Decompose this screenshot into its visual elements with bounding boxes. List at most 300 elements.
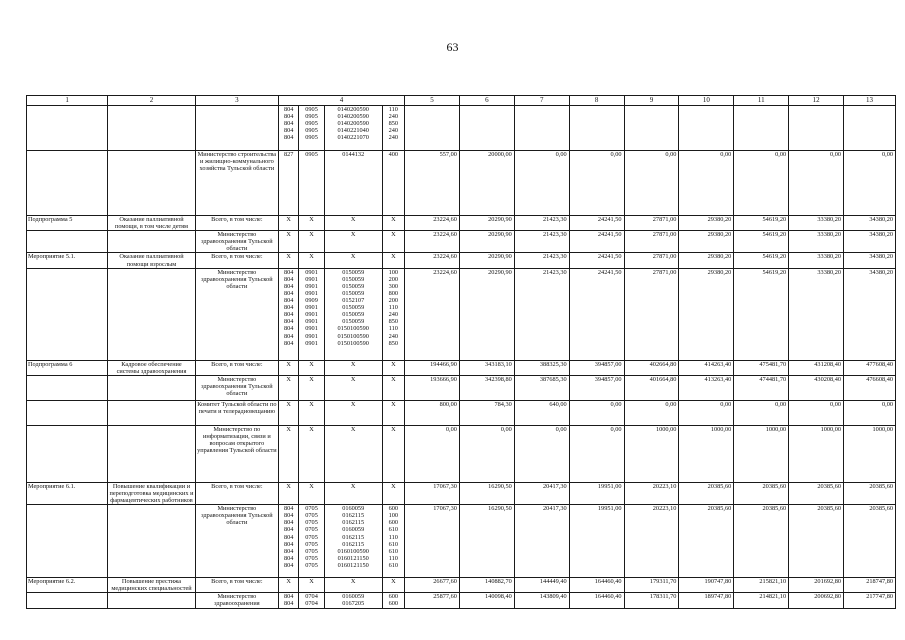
section-code-cell <box>299 593 324 608</box>
amount-cell: 0,00 <box>679 151 734 216</box>
amount-cell: 0,00 <box>844 400 896 425</box>
amount-cell: 214821,10 <box>734 593 789 608</box>
section-code-cell <box>299 253 324 268</box>
amount-cell: 394857,00 <box>569 375 624 400</box>
amount-cell: 0,00 <box>569 425 624 482</box>
responsible-cell <box>195 400 278 425</box>
responsible-cell <box>195 593 278 608</box>
amount-cell <box>734 106 789 151</box>
amount-cell: 640,00 <box>514 400 569 425</box>
amount-cell: 54619,20 <box>734 231 789 253</box>
amount-cell: 164460,40 <box>569 593 624 608</box>
amount-cell: 23224,60 <box>405 216 460 231</box>
target-code-cell-text: X <box>350 425 356 433</box>
table-row <box>27 151 896 216</box>
program-cell <box>27 231 108 253</box>
expense-type-cell <box>382 253 404 268</box>
grbs-code-cell-text: X <box>286 400 291 408</box>
target-code-cell-text: X <box>350 375 356 383</box>
amount-cell: 24241,50 <box>569 216 624 231</box>
amount-cell: 21423,30 <box>514 216 569 231</box>
description-cell <box>108 216 195 231</box>
amount-cell: 23224,60 <box>405 253 460 268</box>
description-cell <box>108 505 195 578</box>
section-code-cell <box>299 231 324 253</box>
amount-cell: 17067,30 <box>405 482 460 504</box>
amount-cell <box>569 106 624 151</box>
amount-cell: 387685,30 <box>514 375 569 400</box>
section-code-cell <box>299 375 324 400</box>
description-cell <box>108 482 195 504</box>
section-code-cell-text: 0905 0905 0905 0905 0905 <box>305 106 318 142</box>
amount-cell: 0,00 <box>844 151 896 216</box>
amount-cell: 144449,40 <box>514 578 569 593</box>
amount-cell: 21423,30 <box>514 268 569 360</box>
amount-cell: 54619,20 <box>734 268 789 360</box>
grbs-code-cell-text: 804 804 804 804 804 <box>283 106 294 142</box>
grbs-code-cell <box>279 505 299 578</box>
header-cell: 9 <box>624 96 679 106</box>
amount-cell: 140098,40 <box>459 593 514 608</box>
responsible-cell <box>195 360 278 375</box>
responsible-cell <box>195 231 278 253</box>
amount-cell: 201692,80 <box>789 578 844 593</box>
target-code-cell <box>324 578 382 593</box>
amount-cell: 1000,00 <box>844 425 896 482</box>
amount-cell: 388325,30 <box>514 360 569 375</box>
amount-cell: 27871,00 <box>624 216 679 231</box>
amount-cell: 0,00 <box>624 400 679 425</box>
section-code-cell-text: X <box>309 231 314 239</box>
program-cell <box>27 253 108 268</box>
amount-cell: 0,00 <box>789 151 844 216</box>
amount-cell: 193666,90 <box>405 375 460 400</box>
program-cell <box>27 400 108 425</box>
target-code-cell <box>324 425 382 482</box>
program-cell <box>27 106 108 151</box>
expense-type-cell <box>382 106 404 151</box>
program-cell <box>27 375 108 400</box>
section-code-cell <box>299 482 324 504</box>
amount-cell: 0,00 <box>569 400 624 425</box>
amount-cell: 20290,90 <box>459 253 514 268</box>
amount-cell: 200692,80 <box>789 593 844 608</box>
amount-cell: 20385,60 <box>734 505 789 578</box>
target-code-cell <box>324 482 382 504</box>
description-cell <box>108 106 195 151</box>
responsible-cell <box>195 375 278 400</box>
section-code-cell <box>299 106 324 151</box>
header-cell: 5 <box>405 96 460 106</box>
amount-cell: 414263,40 <box>679 360 734 375</box>
target-code-cell-text: X <box>350 400 356 408</box>
responsible-cell-text: Министерство здравоохранения Тульской области <box>201 375 273 398</box>
grbs-code-cell <box>279 216 299 231</box>
amount-cell: 29380,20 <box>679 268 734 360</box>
expense-type-cell <box>382 231 404 253</box>
grbs-code-cell <box>279 253 299 268</box>
amount-cell <box>789 106 844 151</box>
amount-cell: 21423,30 <box>514 231 569 253</box>
amount-cell: 20290,90 <box>459 216 514 231</box>
amount-cell: 557,00 <box>405 151 460 216</box>
target-code-cell-text: 0160059 0162115 0162115 0160059 0162115 0162115 0160100590 0160121150 0160121150 <box>337 505 369 569</box>
amount-cell <box>514 106 569 151</box>
amount-cell: 20290,90 <box>459 231 514 253</box>
header-cell: 2 <box>108 96 195 106</box>
responsible-cell-text: Комитет Тульской области по печати и телерадиовещанию <box>197 400 277 415</box>
expense-type-cell <box>382 425 404 482</box>
amount-cell: 0,00 <box>789 400 844 425</box>
description-cell-text: Повышение престижа медицинских специальностей <box>111 578 192 593</box>
amount-cell: 29380,20 <box>679 253 734 268</box>
grbs-code-cell-text: X <box>286 253 291 261</box>
amount-cell: 1000,00 <box>624 425 679 482</box>
header-cell: 6 <box>459 96 514 106</box>
page-number: 63 <box>446 40 459 54</box>
section-code-cell-text: X <box>309 216 314 223</box>
responsible-cell-text: Всего, в том числе: <box>211 578 263 586</box>
target-code-cell <box>324 400 382 425</box>
grbs-code-cell <box>279 268 299 360</box>
amount-cell: 19951,00 <box>569 482 624 504</box>
amount-cell: 34380,20 <box>844 268 896 360</box>
responsible-cell-text: Всего, в том числе: <box>211 360 263 368</box>
amount-cell: 27871,00 <box>624 231 679 253</box>
expense-type-cell <box>382 375 404 400</box>
grbs-code-cell <box>279 106 299 151</box>
program-cell-text: Подпрограмма 6 <box>28 360 73 368</box>
amount-cell: 1000,00 <box>734 425 789 482</box>
target-code-cell <box>324 216 382 231</box>
section-code-cell-text: X <box>309 375 314 383</box>
grbs-code-cell-text: X <box>286 578 291 586</box>
amount-cell: 179311,70 <box>624 578 679 593</box>
target-code-cell-text: X <box>350 360 356 368</box>
amount-cell: 33380,20 <box>789 253 844 268</box>
section-code-cell-text: 0704 0704 <box>305 593 318 608</box>
grbs-code-cell <box>279 231 299 253</box>
expense-type-cell-text: 400 <box>388 151 399 158</box>
section-code-cell-text: X <box>309 578 314 586</box>
target-code-cell-text: X <box>350 216 356 223</box>
grbs-code-cell-text: 804 804 804 804 804 804 804 804 804 <box>283 505 294 569</box>
responsible-cell-text: Министерство здравоохранения <box>214 593 260 608</box>
amount-cell: 218747,80 <box>844 578 896 593</box>
amount-cell: 34380,20 <box>844 216 896 231</box>
amount-cell: 164460,40 <box>569 578 624 593</box>
header-cell: 8 <box>569 96 624 106</box>
amount-cell: 475481,70 <box>734 360 789 375</box>
amount-cell: 0,00 <box>514 425 569 482</box>
section-code-cell <box>299 505 324 578</box>
header-cell: 3 <box>195 96 278 106</box>
section-code-cell <box>299 400 324 425</box>
expense-type-cell-text: 600 100 600 610 110 610 610 110 610 <box>388 505 399 569</box>
amount-cell: 189747,80 <box>679 593 734 608</box>
description-cell-text: Оказание паллиативной помощи, в том числе детям <box>114 216 189 231</box>
grbs-code-cell-text: X <box>286 375 291 383</box>
section-code-cell <box>299 578 324 593</box>
expense-type-cell-text: 600 600 <box>388 593 399 608</box>
amount-cell: 0,00 <box>405 425 460 482</box>
amount-cell: 217747,80 <box>844 593 896 608</box>
grbs-code-cell-text: X <box>286 216 291 223</box>
amount-cell: 19951,00 <box>569 505 624 578</box>
amount-cell: 25877,60 <box>405 593 460 608</box>
program-cell <box>27 151 108 216</box>
amount-cell: 20290,90 <box>459 268 514 360</box>
amount-cell: 54619,20 <box>734 253 789 268</box>
expense-type-cell <box>382 482 404 504</box>
section-code-cell-text: X <box>309 360 314 368</box>
table-row <box>27 482 896 504</box>
table-row <box>27 106 896 151</box>
target-code-cell <box>324 151 382 216</box>
expense-type-cell <box>382 360 404 375</box>
program-cell <box>27 360 108 375</box>
target-code-cell <box>324 253 382 268</box>
amount-cell <box>624 106 679 151</box>
grbs-code-cell <box>279 375 299 400</box>
target-code-cell-text: 0140200590 0140200590 0140200590 0140221040 0140221070 <box>337 106 369 142</box>
amount-cell: 0,00 <box>679 400 734 425</box>
amount-cell <box>459 106 514 151</box>
amount-cell: 20385,60 <box>844 505 896 578</box>
target-code-cell-text: X <box>350 253 356 261</box>
amount-cell: 401664,80 <box>624 375 679 400</box>
responsible-cell-text: Всего, в том числе: <box>211 253 263 261</box>
target-code-cell <box>324 106 382 151</box>
amount-cell: 16290,50 <box>459 482 514 504</box>
amount-cell: 0,00 <box>624 151 679 216</box>
expense-type-cell-text: 100 200 300 800 200 110 240 850 110 240 850 <box>388 268 399 347</box>
amount-cell <box>679 106 734 151</box>
grbs-code-cell <box>279 360 299 375</box>
section-code-cell <box>299 360 324 375</box>
amount-cell: 24241,50 <box>569 231 624 253</box>
target-code-cell <box>324 360 382 375</box>
amount-cell: 16290,50 <box>459 505 514 578</box>
amount-cell: 29380,20 <box>679 216 734 231</box>
amount-cell: 394857,00 <box>569 360 624 375</box>
responsible-cell-text: Министерство здравоохранения Тульской области <box>201 231 273 253</box>
amount-cell: 33380,20 <box>789 268 844 360</box>
grbs-code-cell <box>279 578 299 593</box>
responsible-cell-text: Всего, в том числе: <box>211 482 263 490</box>
target-code-cell <box>324 505 382 578</box>
amount-cell: 413263,40 <box>679 375 734 400</box>
table-row <box>27 360 896 375</box>
amount-cell: 20223,10 <box>624 505 679 578</box>
program-cell <box>27 482 108 504</box>
grbs-code-cell-text: 827 <box>283 151 294 158</box>
grbs-code-cell <box>279 593 299 608</box>
program-cell <box>27 425 108 482</box>
program-cell <box>27 216 108 231</box>
amount-cell: 20417,30 <box>514 482 569 504</box>
expense-type-cell <box>382 578 404 593</box>
description-cell <box>108 375 195 400</box>
amount-cell: 0,00 <box>569 151 624 216</box>
description-cell <box>108 578 195 593</box>
program-cell <box>27 593 108 608</box>
expense-type-cell <box>382 400 404 425</box>
expense-type-cell-text: X <box>391 231 396 239</box>
description-cell-text: Повышение квалификации и переподготовка медицинских и фармацевтических работников <box>109 482 194 505</box>
header-cell: 1 <box>27 96 108 106</box>
amount-cell: 178311,70 <box>624 593 679 608</box>
expense-type-cell <box>382 268 404 360</box>
responsible-cell <box>195 151 278 216</box>
amount-cell: 431208,40 <box>789 360 844 375</box>
grbs-code-cell <box>279 151 299 216</box>
section-code-cell-text: X <box>309 425 314 433</box>
amount-cell: 477608,40 <box>844 360 896 375</box>
expense-type-cell <box>382 216 404 231</box>
table-row <box>27 505 896 578</box>
target-code-cell <box>324 593 382 608</box>
section-code-cell-text: X <box>309 400 314 408</box>
responsible-cell <box>195 216 278 231</box>
amount-cell: 20385,60 <box>844 482 896 504</box>
header-cell: 13 <box>844 96 896 106</box>
expense-type-cell <box>382 593 404 608</box>
section-code-cell-text: 0901 0901 0901 0901 0909 0901 0901 0901 0901 0901 0901 <box>305 268 318 347</box>
expense-type-cell-text: X <box>391 216 396 223</box>
expense-type-cell-text: X <box>391 400 396 408</box>
budget-table <box>26 95 896 609</box>
amount-cell: 24241,50 <box>569 268 624 360</box>
program-cell-text: Мероприятие 6.1. <box>28 482 76 490</box>
table-row <box>27 268 896 360</box>
description-cell <box>108 231 195 253</box>
grbs-code-cell-text: 804 804 <box>283 593 294 608</box>
header-cell: 11 <box>734 96 789 106</box>
amount-cell: 33380,20 <box>789 216 844 231</box>
table-row <box>27 231 896 253</box>
responsible-cell <box>195 578 278 593</box>
amount-cell: 800,00 <box>405 400 460 425</box>
amount-cell: 21423,30 <box>514 253 569 268</box>
amount-cell: 0,00 <box>514 151 569 216</box>
grbs-code-cell-text: X <box>286 482 291 490</box>
expense-type-cell-text: X <box>391 482 396 490</box>
target-code-cell-text: X <box>350 231 356 239</box>
responsible-cell-text: Всего, в том числе: <box>211 216 263 223</box>
amount-cell: 784,30 <box>459 400 514 425</box>
header-row <box>27 96 896 106</box>
amount-cell: 33380,20 <box>789 231 844 253</box>
responsible-cell-text: Министерство строительства и жилищно-коммунального хозяйства Тульской области <box>197 151 277 173</box>
description-cell-text: Кадровое обеспечение системы здравоохранения <box>116 360 187 375</box>
section-code-cell <box>299 425 324 482</box>
amount-cell: 402664,80 <box>624 360 679 375</box>
expense-type-cell-text: X <box>391 253 396 261</box>
program-cell <box>27 578 108 593</box>
amount-cell: 215821,10 <box>734 578 789 593</box>
responsible-cell-text: Министерство здравоохранения Тульской области <box>201 268 273 290</box>
section-code-cell-text: 0905 <box>305 151 318 158</box>
amount-cell: 54619,20 <box>734 216 789 231</box>
amount-cell: 20385,60 <box>679 482 734 504</box>
amount-cell: 23224,60 <box>405 231 460 253</box>
amount-cell: 27871,00 <box>624 268 679 360</box>
amount-cell: 23224,60 <box>405 268 460 360</box>
program-cell <box>27 505 108 578</box>
table-row <box>27 375 896 400</box>
target-code-cell-text: 0150059 0150059 0150059 0150059 0152107 0150059 0150059 0150059 0150100590 0150100590 0150100590 <box>337 268 369 347</box>
responsible-cell <box>195 106 278 151</box>
table-row <box>27 593 896 608</box>
amount-cell: 1000,00 <box>679 425 734 482</box>
responsible-cell <box>195 505 278 578</box>
program-cell-text: Подпрограмма 5 <box>28 216 73 223</box>
target-code-cell <box>324 268 382 360</box>
amount-cell: 0,00 <box>734 400 789 425</box>
table-row <box>27 425 896 482</box>
description-cell <box>108 400 195 425</box>
amount-cell: 1000,00 <box>789 425 844 482</box>
amount-cell: 34380,20 <box>844 231 896 253</box>
amount-cell: 20385,60 <box>734 482 789 504</box>
target-code-cell-text: X <box>350 482 356 490</box>
responsible-cell <box>195 268 278 360</box>
expense-type-cell-text: X <box>391 425 396 433</box>
amount-cell: 474481,70 <box>734 375 789 400</box>
amount-cell: 0,00 <box>459 425 514 482</box>
section-code-cell-text: X <box>309 253 314 261</box>
description-cell <box>108 425 195 482</box>
amount-cell: 190747,80 <box>679 578 734 593</box>
header-cell: 4 <box>279 96 405 106</box>
section-code-cell-text: 0705 0705 0705 0705 0705 0705 0705 0705 0705 <box>305 505 318 569</box>
amount-cell <box>844 106 896 151</box>
expense-type-cell-text: X <box>391 360 396 368</box>
grbs-code-cell <box>279 482 299 504</box>
amount-cell: 34380,20 <box>844 253 896 268</box>
amount-cell: 20385,60 <box>789 505 844 578</box>
amount-cell: 24241,50 <box>569 253 624 268</box>
section-code-cell <box>299 216 324 231</box>
section-code-cell <box>299 151 324 216</box>
header-cell: 10 <box>679 96 734 106</box>
grbs-code-cell-text: X <box>286 231 291 239</box>
responsible-cell <box>195 253 278 268</box>
section-code-cell-text: X <box>309 482 314 490</box>
expense-type-cell-text: X <box>391 578 396 586</box>
amount-cell: 20417,30 <box>514 505 569 578</box>
amount-cell: 17067,30 <box>405 505 460 578</box>
header-cell: 12 <box>789 96 844 106</box>
amount-cell: 476608,40 <box>844 375 896 400</box>
header-cell: 7 <box>514 96 569 106</box>
amount-cell: 20223,10 <box>624 482 679 504</box>
target-code-cell <box>324 231 382 253</box>
expense-type-cell <box>382 505 404 578</box>
program-cell <box>27 268 108 360</box>
amount-cell: 143809,40 <box>514 593 569 608</box>
grbs-code-cell-text: X <box>286 360 291 368</box>
amount-cell: 0,00 <box>734 151 789 216</box>
responsible-cell-text: Министерство по информатизации, связи и вопросам открытого управления Тульской области <box>197 425 277 455</box>
table-row <box>27 400 896 425</box>
amount-cell: 140882,70 <box>459 578 514 593</box>
target-code-cell-text: 0160059 0167205 <box>342 593 365 608</box>
expense-type-cell-text: 110 240 850 240 240 <box>388 106 399 142</box>
grbs-code-cell <box>279 425 299 482</box>
section-code-cell <box>299 268 324 360</box>
